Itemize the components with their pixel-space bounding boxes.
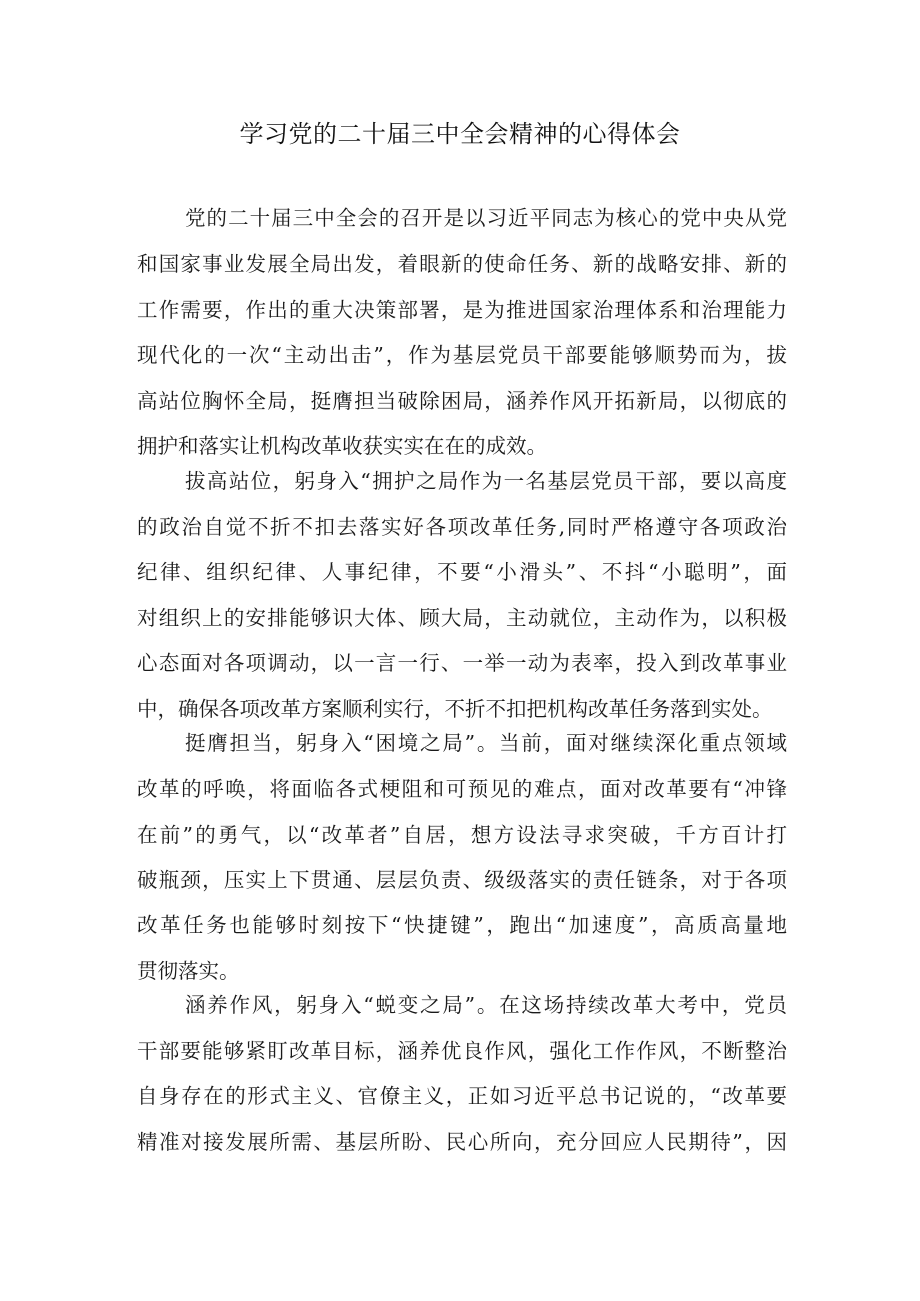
paragraph-4-line-2: 干部要能够紧盯改革目标，涵养优良作风，强化工作作风，不断整治 bbox=[137, 1039, 787, 1063]
paragraph-1-line-4: 现代化的一次“主动出击”，作为基层党员干部要能够顺势而为，拔 bbox=[137, 343, 787, 367]
paragraph-1-line-5: 高站位胸怀全局，挺膺担当破除困局，涵养作风开拓新局，以彻底的 bbox=[137, 389, 787, 413]
paragraph-2-line-2: 的政治自觉不折不扣去落实好各项改革任务,同时严格遵守各项政治 bbox=[137, 515, 787, 539]
paragraph-3-line-1: 挺膺担当，躬身入“困境之局”。当前，面对继续深化重点领域 bbox=[185, 731, 787, 755]
paragraph-3-line-5: 改革任务也能够时刻按下“快捷键”，跑出“加速度”，高质高量地 bbox=[137, 913, 787, 937]
paragraph-4-line-1: 涵养作风，躬身入“蜕变之局”。在这场持续改革大考中，党员 bbox=[185, 993, 787, 1017]
paragraph-3-line-2: 改革的呼唤，将面临各式梗阻和可预见的难点，面对改革要有“冲锋 bbox=[137, 777, 787, 801]
paragraph-4-line-4: 精准对接发展所需、基层所盼、民心所向，充分回应人民期待”，因 bbox=[137, 1130, 787, 1154]
paragraph-1-line-3: 工作需要，作出的重大决策部署，是为推进国家治理体系和治理能力 bbox=[137, 298, 787, 322]
paragraph-3-line-4: 破瓶颈，压实上下贯通、层层负责、级级落实的责任链条，对于各项 bbox=[137, 868, 787, 892]
paragraph-2-line-1: 拔高站位，躬身入“拥护之局作为一名基层党员干部，要以高度 bbox=[185, 469, 787, 493]
paragraph-3-line-3: 在前”的勇气，以“改革者”自居，想方设法寻求突破，千方百计打 bbox=[137, 823, 787, 847]
paragraph-3-line-6: 贯彻落实。 bbox=[137, 959, 240, 983]
paragraph-4-line-3: 自身存在的形式主义、官僚主义，正如习近平总书记说的，“改革要 bbox=[137, 1084, 787, 1108]
paragraph-1-line-2: 和国家事业发展全局出发，着眼新的使命任务、新的战略安排、新的 bbox=[137, 252, 787, 276]
paragraph-2-line-6: 中，确保各项改革方案顺利实行，不折不扣把机构改革任务落到实处。 bbox=[137, 697, 773, 721]
paragraph-1-line-1: 党的二十届三中全会的召开是以习近平同志为核心的党中央从党 bbox=[185, 206, 787, 230]
paragraph-1-line-6: 拥护和落实让机构改革收获实实在在的成效。 bbox=[137, 434, 547, 458]
paragraph-2-line-5: 心态面对各项调动，以一言一行、一举一动为表率，投入到改革事业 bbox=[137, 651, 787, 675]
paragraph-2-line-3: 纪律、组织纪律、人事纪律，不要“小滑头”、不抖“小聪明”，面 bbox=[137, 560, 787, 584]
document-title: 学习党的二十届三中全会精神的心得体会 bbox=[239, 120, 681, 148]
paragraph-2-line-4: 对组织上的安排能够识大体、顾大局，主动就位，主动作为，以积极 bbox=[137, 606, 787, 630]
